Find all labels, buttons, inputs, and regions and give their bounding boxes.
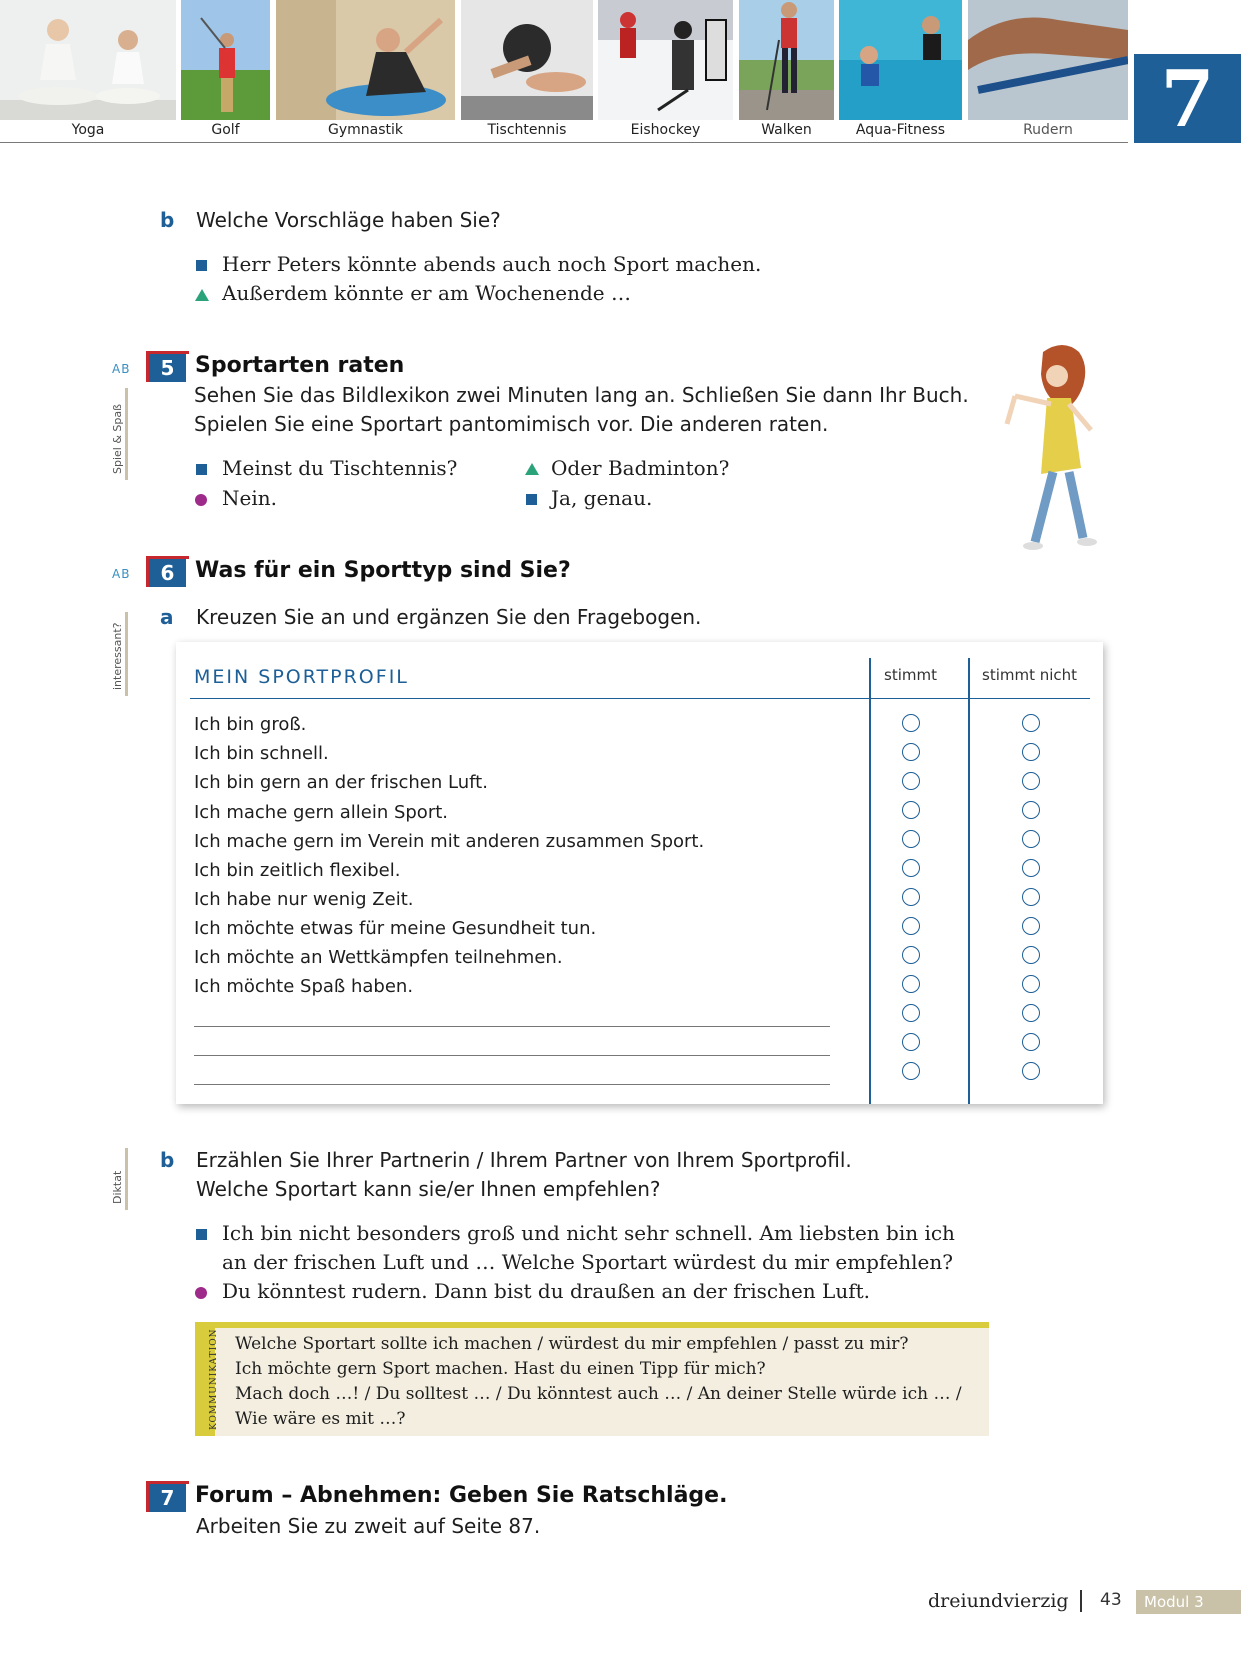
- photo-tischtennis: [461, 0, 593, 120]
- task5-instruction-1: Sehen Sie das Bildlexikon zwei Minuten lang an. Schließen Sie dann Ihr Buch.: [194, 383, 969, 407]
- photo-label-walken: Walken: [761, 122, 812, 138]
- kommunikation-line: Mach doch …! / Du solltest … / Du könntest auch … / An deiner Stelle würde ich … /: [235, 1384, 962, 1404]
- side-tab-interessant-label: interessant?: [110, 622, 124, 690]
- kommunikation-label: KOMMUNIKATION: [209, 1328, 219, 1430]
- photo-gymnastik: [276, 0, 455, 120]
- task6b-letter: b: [160, 1148, 175, 1172]
- profile-row: Ich bin zeitlich flexibel.: [194, 860, 401, 881]
- task6a-letter: a: [160, 605, 174, 629]
- photo-rudern: [968, 0, 1128, 120]
- task6-title: Was für ein Sporttyp sind Sie?: [195, 558, 571, 583]
- kommunikation-line: Welche Sportart sollte ich machen / würdest du mir empfehlen / passt zu mir?: [235, 1334, 909, 1354]
- stimmt-nicht-radio-circle[interactable]: [1022, 743, 1040, 761]
- stimmt-radio-circle[interactable]: [902, 975, 920, 993]
- task4b-letter: b: [160, 208, 175, 232]
- stimmt-nicht-radio-circle[interactable]: [1022, 1062, 1040, 1080]
- stimmt-radio-circle[interactable]: [902, 1033, 920, 1051]
- photo-aqua-fitness: [839, 0, 962, 120]
- stimmt-radio-circle[interactable]: [902, 830, 920, 848]
- profile-row: Ich möchte Spaß haben.: [194, 976, 414, 997]
- task5-dialog-right-2: Ja, genau.: [551, 486, 653, 510]
- stimmt-nicht-radio-circle[interactable]: [1022, 714, 1040, 732]
- col-head-stimmt-nicht: stimmt nicht: [982, 666, 1078, 684]
- task6b-example-1b: an der frischen Luft und … Welche Sportart würdest du mir empfehlen?: [222, 1250, 953, 1274]
- stimmt-nicht-radio-circle[interactable]: [1022, 1004, 1040, 1022]
- task5-number-badge: 5: [146, 354, 186, 382]
- photo-label-aqua-fitness: Aqua-Fitness: [855, 122, 946, 138]
- chapter-number-badge: 7: [1134, 54, 1241, 143]
- task5-title: Sportarten raten: [195, 353, 405, 378]
- footer-separator: [1080, 1590, 1082, 1612]
- task4b-example-2: Außerdem könnte er am Wochenende …: [222, 281, 631, 305]
- profile-row: Ich mache gern allein Sport.: [194, 802, 448, 823]
- photo-label-golf: Golf: [211, 122, 240, 138]
- stimmt-nicht-radio-circle[interactable]: [1022, 801, 1040, 819]
- profile-row: Ich habe nur wenig Zeit.: [194, 889, 414, 910]
- dot-bullet-icon: [195, 1287, 207, 1299]
- task6b-instruction-2: Welche Sportart kann sie/er Ihnen empfehlen?: [196, 1177, 661, 1201]
- photo-label-gymnastik: Gymnastik: [327, 122, 403, 138]
- task6b-example-2: Du könntest rudern. Dann bist du draußen an der frischen Luft.: [222, 1279, 870, 1303]
- stimmt-radio-circle[interactable]: [902, 1004, 920, 1022]
- task6b-instruction-1: Erzählen Sie Ihrer Partnerin / Ihrem Partner von Ihrem Sportprofil.: [196, 1148, 852, 1172]
- square-bullet-icon: [196, 260, 207, 271]
- stimmt-nicht-radio-circle[interactable]: [1022, 772, 1040, 790]
- strip-divider: [0, 142, 1128, 143]
- task5-dialog-left-1: Meinst du Tischtennis?: [222, 456, 458, 480]
- stimmt-radio-circle[interactable]: [902, 859, 920, 877]
- stimmt-radio-circle[interactable]: [902, 714, 920, 732]
- kommunikation-label-strip: [195, 1328, 219, 1436]
- photo-label-tischtennis: Tischtennis: [487, 122, 567, 138]
- photo-label-rudern: Rudern: [1023, 122, 1073, 138]
- task7-title: Forum – Abnehmen: Geben Sie Ratschläge.: [195, 1483, 728, 1508]
- stimmt-nicht-radio-circle[interactable]: [1022, 859, 1040, 877]
- stimmt-nicht-radio-circle[interactable]: [1022, 946, 1040, 964]
- task6-ab-label: AB: [112, 567, 131, 581]
- stimmt-nicht-radio-circle[interactable]: [1022, 830, 1040, 848]
- profile-row: Ich möchte etwas für meine Gesundheit tun.: [194, 918, 597, 939]
- sportprofil-card: [176, 642, 1103, 1104]
- stimmt-radio-circle[interactable]: [902, 743, 920, 761]
- triangle-bullet-icon: [195, 289, 209, 301]
- stimmt-radio-circle[interactable]: [902, 946, 920, 964]
- card-column-divider-1: [869, 658, 871, 1104]
- dot-bullet-icon: [195, 494, 207, 506]
- task4b-example-1: Herr Peters könnte abends auch noch Sport machen.: [222, 252, 762, 276]
- task5-dialog-left-2: Nein.: [222, 486, 277, 510]
- profile-row: Ich bin schnell.: [194, 743, 329, 764]
- profile-row: Ich bin gern an der frischen Luft.: [194, 772, 488, 793]
- task6b-example-1a: Ich bin nicht besonders groß und nicht sehr schnell. Am liebsten bin ich: [222, 1221, 955, 1245]
- module-badge: Modul 3: [1136, 1590, 1241, 1614]
- stimmt-radio-circle[interactable]: [902, 1062, 920, 1080]
- task5-dialog-right-1: Oder Badminton?: [551, 456, 730, 480]
- photo-eishockey: [598, 0, 733, 120]
- photo-label-yoga: Yoga: [71, 122, 105, 138]
- photo-label-eishockey: Eishockey: [630, 122, 701, 138]
- profile-row: Ich bin groß.: [194, 714, 307, 735]
- sportprofil-title: MEIN SPORTPROFIL: [194, 666, 409, 688]
- page-number-word: dreiundvierzig: [928, 1590, 1069, 1612]
- square-bullet-icon: [196, 464, 207, 475]
- kommunikation-box: [195, 1322, 989, 1436]
- stimmt-radio-circle[interactable]: [902, 801, 920, 819]
- side-tab-interessant: [106, 612, 128, 696]
- task5-ab-label: AB: [112, 362, 131, 376]
- side-tab-diktat-label: Diktat: [110, 1170, 124, 1204]
- stimmt-nicht-radio-circle[interactable]: [1022, 975, 1040, 993]
- task6a-instruction: Kreuzen Sie an und ergänzen Sie den Fragebogen.: [196, 605, 702, 629]
- task7-instruction: Arbeiten Sie zu zweit auf Seite 87.: [196, 1514, 541, 1538]
- profile-row: Ich mache gern im Verein mit anderen zusammen Sport.: [194, 831, 705, 852]
- stimmt-radio-circle[interactable]: [902, 917, 920, 935]
- stimmt-nicht-radio-circle[interactable]: [1022, 1033, 1040, 1051]
- task4b-instruction: Welche Vorschläge haben Sie?: [196, 208, 501, 232]
- photo-walken: [739, 0, 834, 120]
- square-bullet-icon: [526, 494, 537, 505]
- side-tab-spiel-spass-label: Spiel & Spaß: [110, 403, 124, 474]
- stimmt-radio-circle[interactable]: [902, 888, 920, 906]
- stimmt-nicht-radio-circle[interactable]: [1022, 888, 1040, 906]
- kommunikation-line: Ich möchte gern Sport machen. Hast du einen Tipp für mich?: [235, 1359, 766, 1379]
- profile-blank-line[interactable]: [194, 1026, 830, 1027]
- profile-row: Ich möchte an Wettkämpfen teilnehmen.: [194, 947, 563, 968]
- col-head-stimmt: stimmt: [884, 666, 937, 684]
- page-number: 43: [1100, 1590, 1122, 1610]
- task7-number-badge: 7: [146, 1484, 186, 1512]
- side-tab-spiel-spass: [106, 388, 128, 480]
- photo-golf: [181, 0, 270, 120]
- square-bullet-icon: [196, 1229, 207, 1240]
- stimmt-radio-circle[interactable]: [902, 772, 920, 790]
- photo-yoga: [0, 0, 176, 120]
- profile-blank-line[interactable]: [194, 1055, 830, 1056]
- side-tab-diktat: [106, 1148, 128, 1210]
- stimmt-nicht-radio-circle[interactable]: [1022, 917, 1040, 935]
- kommunikation-line: Wie wäre es mit …?: [235, 1409, 406, 1429]
- task5-instruction-2: Spielen Sie eine Sportart pantomimisch vor. Die anderen raten.: [194, 412, 829, 436]
- card-header-divider: [190, 698, 1090, 699]
- card-column-divider-2: [968, 658, 970, 1104]
- triangle-bullet-icon: [525, 463, 539, 475]
- task6-number-badge: 6: [146, 559, 186, 587]
- pantomime-woman-illustration: [995, 342, 1125, 557]
- profile-blank-line[interactable]: [194, 1084, 830, 1085]
